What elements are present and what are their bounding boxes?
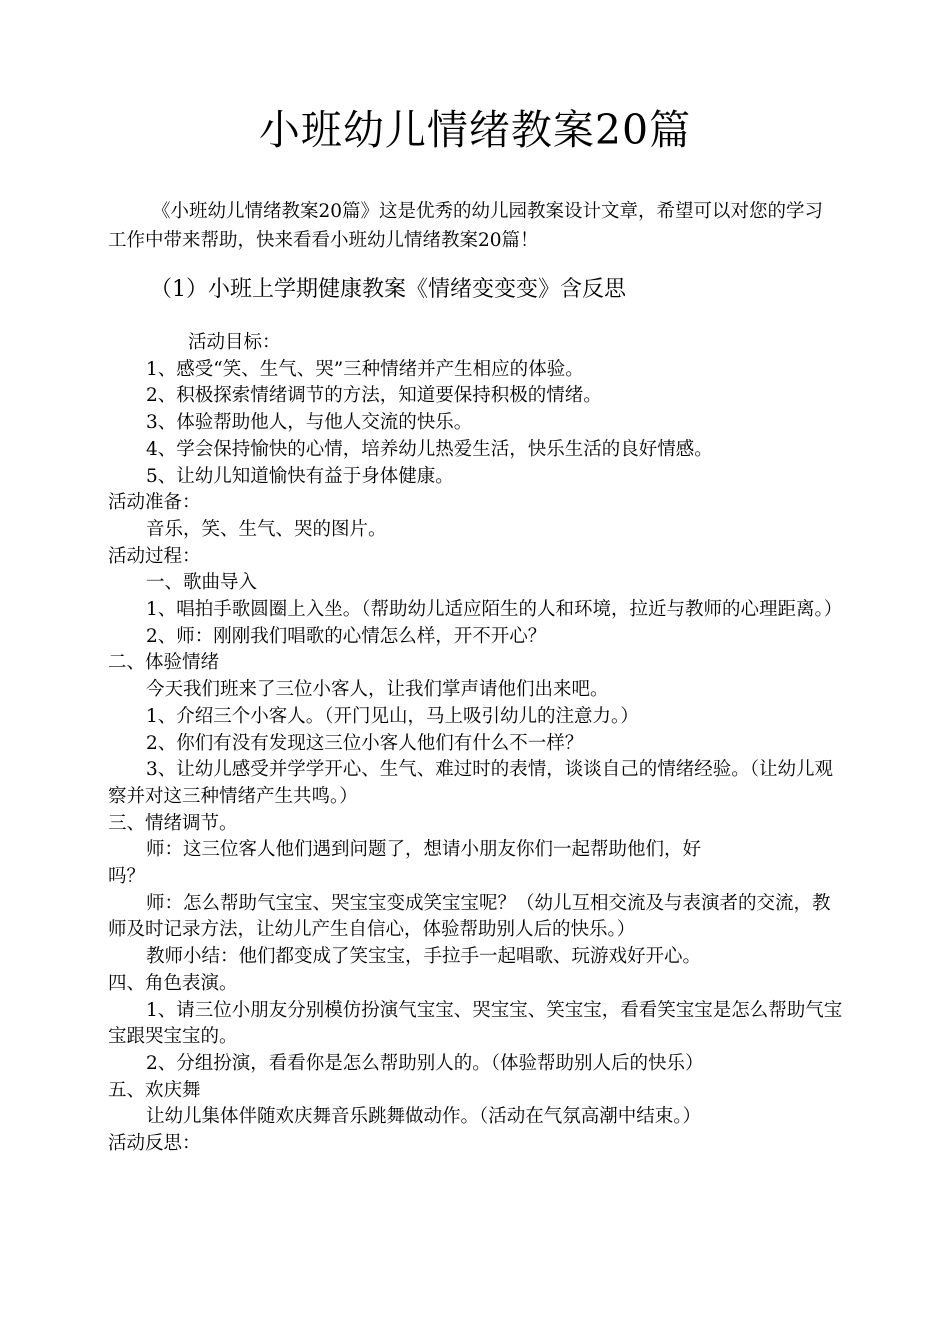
body-line: 1、请三位小朋友分别模仿扮演气宝宝、哭宝宝、笑宝宝，看看笑宝宝是怎么帮助气宝宝跟哭宝宝的。 [108,999,843,1048]
body-line-step-heading: 五、欢庆舞 [108,1079,201,1101]
body-line: 1、唱拍手歌圆圈上入坐。（帮助幼儿适应陌生的人和环境，拉近与教师的心理距离。） [146,599,843,621]
body-line: 教师小结：他们都变成了笑宝宝，手拉手一起唱歌、玩游戏好开心。 [146,946,702,968]
body-line-step-heading: 三、情绪调节。 [108,812,238,834]
body-line: 1、感受“笑、生气、哭”三种情绪并产生相应的体验。 [146,358,584,380]
body-line: 1、介绍三个小客人。（开门见山，马上吸引幼儿的注意力。） [146,705,639,727]
body-line: 音乐，笑、生气、哭的图片。 [146,518,387,540]
body-line: 2、分组扮演，看看你是怎么帮助别人的。（体验帮助别人后的快乐） [146,1052,704,1074]
body-line: 2、积极探索情绪调节的方法，知道要保持积极的情绪。 [146,385,602,407]
body-line: 3、体验帮助他人，与他人交流的快乐。 [146,412,473,434]
body-line-objectives-heading: 活动目标： [188,332,281,353]
document-title: 小班幼儿情绪教案20篇 [258,106,692,154]
body-line-process-heading: 活动过程： [108,545,201,567]
body-line: 今天我们班来了三位小客人，让我们掌声请他们出来吧。 [146,679,609,701]
body-line: 让幼儿集体伴随欢庆舞音乐跳舞做动作。（活动在气氛高潮中结束。） [146,1106,702,1128]
section-heading: （1）小班上学期健康教案《情绪变变变》含反思 [150,277,626,302]
body-line: 5、让幼儿知道愉快有益于身体健康。 [146,465,454,487]
body-line: 2、你们有没有发现这三位小客人他们有什么不一样？ [146,732,584,754]
body-line-step-heading: 四、角色表演。 [108,972,238,994]
body-line: 2、师：刚刚我们唱歌的心情怎么样，开不开心？ [146,625,547,647]
lesson-plan-body [108,330,848,1158]
body-line: 师：这三位客人他们遇到问题了，想请小朋友你们一起帮助他们，好 [146,839,702,861]
body-line-reflection-heading: 活动反思： [108,1133,201,1155]
body-line: 一、歌曲导入 [146,572,258,594]
intro-paragraph: 《小班幼儿情绪教案20篇》这是优秀的幼儿园教案设计文章，希望可以对您的学习工作中带来帮助，快来看看小班幼儿情绪教案20篇！ [108,201,824,251]
body-line-step-heading: 二、体验情绪 [108,652,220,674]
body-line: 3、让幼儿感受并学学开心、生气、难过时的表情，谈谈自己的情绪经验。（让幼儿观察并对这三种情绪产生共鸣。） [108,759,834,807]
body-line: 师：怎么帮助气宝宝、哭宝宝变成笑宝宝呢？（幼儿互相交流及与表演者的交流，教师及时记录方法，让幼儿产生自信心，体验帮助别人后的快乐。） [108,892,831,941]
body-line-preparation-heading: 活动准备： [108,492,201,514]
body-line: 4、学会保持愉快的心情，培养幼儿热爱生活，快乐生活的良好情感。 [146,438,713,460]
body-line: 吗？ [108,866,146,888]
